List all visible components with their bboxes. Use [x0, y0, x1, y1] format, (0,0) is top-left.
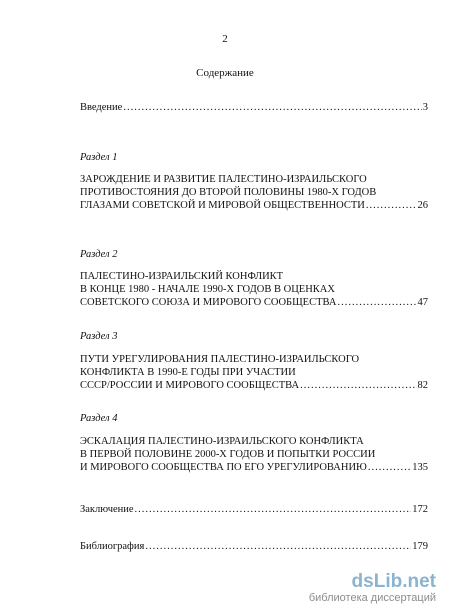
toc-entry-section-3[interactable] [80, 353, 428, 392]
toc-entry-text: Библиография [80, 541, 145, 552]
toc-line [80, 461, 428, 474]
toc-page-number: 172 [412, 504, 428, 515]
toc-entry-bibliography[interactable] [80, 540, 428, 553]
watermark-brand-prefix: ds [351, 571, 374, 592]
toc-entry-line: ГЛАЗАМИ СОВЕТСКОЙ И МИРОВОЙ ОБЩЕСТВЕННОСТИ [80, 200, 365, 211]
leader-dots [123, 101, 421, 114]
toc-line [80, 101, 428, 114]
toc-entry-section-1[interactable] [80, 173, 428, 212]
toc-entry-line: СОВЕТСКОГО СОЮЗА И МИРОВОГО СООБЩЕСТВА [80, 297, 337, 308]
toc-page-number: 3 [422, 102, 428, 113]
toc-line [80, 540, 428, 553]
watermark-brand-suffix: Lib.net [373, 571, 436, 592]
watermark-tagline: библиотека диссертаций [308, 592, 436, 604]
toc-page-number: 26 [417, 200, 428, 211]
watermark-logo [309, 572, 436, 604]
leader-dots [368, 461, 411, 474]
section-label: Раздел 1 [80, 152, 118, 163]
toc-entry-line: СССР/РОССИИ И МИРОВОГО СООБЩЕСТВА [80, 380, 300, 391]
toc-line [80, 199, 428, 212]
toc-entry-line: КОНФЛИКТА В 1990-Е ГОДЫ ПРИ УЧАСТИИ [80, 367, 296, 378]
toc-page-number: 47 [417, 297, 428, 308]
toc-entry-line: ЭСКАЛАЦИЯ ПАЛЕСТИНО-ИЗРАИЛЬСКОГО КОНФЛИКТА [80, 436, 364, 447]
toc-entry-line: В КОНЦЕ 1980 - НАЧАЛЕ 1990-Х ГОДОВ В ОЦЕНКАХ [80, 284, 335, 295]
toc-entry-text: Заключение [80, 504, 134, 515]
toc-entry-conclusion[interactable] [80, 503, 428, 516]
toc-line [80, 503, 428, 516]
toc-entry-line: И МИРОВОГО СООБЩЕСТВА ПО ЕГО УРЕГУЛИРОВАНИЮ [80, 462, 367, 473]
toc-line [80, 296, 428, 309]
toc-entry-line: ЗАРОЖДЕНИЕ И РАЗВИТИЕ ПАЛЕСТИНО-ИЗРАИЛЬСКОГО [80, 174, 367, 185]
leader-dots [145, 540, 411, 553]
toc-line [80, 379, 428, 392]
toc-entry-line: ПРОТИВОСТОЯНИЯ ДО ВТОРОЙ ПОЛОВИНЫ 1980-Х ГОДОВ [80, 187, 377, 198]
toc-entry-intro[interactable] [80, 101, 428, 114]
toc-page-number: 179 [412, 541, 428, 552]
watermark-text [309, 572, 436, 604]
section-label: Раздел 2 [80, 249, 118, 260]
page-number: 2 [222, 33, 228, 45]
section-label: Раздел 3 [80, 331, 118, 342]
leader-dots [300, 379, 416, 392]
toc-page-number: 82 [417, 380, 428, 391]
toc-entry-line: ПУТИ УРЕГУЛИРОВАНИЯ ПАЛЕСТИНО-ИЗРАИЛЬСКОГО [80, 354, 360, 365]
leader-dots [366, 199, 417, 212]
toc-entry-section-4[interactable] [80, 435, 428, 474]
toc-page-number: 135 [412, 462, 428, 473]
section-label: Раздел 4 [80, 413, 118, 424]
toc-entry-line: ПАЛЕСТИНО-ИЗРАИЛЬСКИЙ КОНФЛИКТ [80, 271, 284, 282]
toc-entry-text: Введение [80, 102, 123, 113]
toc-title: Содержание [196, 67, 254, 79]
toc-entry-section-2[interactable] [80, 270, 428, 309]
toc-entry-line: В ПЕРВОЙ ПОЛОВИНЕ 2000-Х ГОДОВ И ПОПЫТКИ РОССИИ [80, 449, 376, 460]
leader-dots [337, 296, 416, 309]
leader-dots [135, 503, 412, 516]
watermark-brand [352, 572, 436, 592]
